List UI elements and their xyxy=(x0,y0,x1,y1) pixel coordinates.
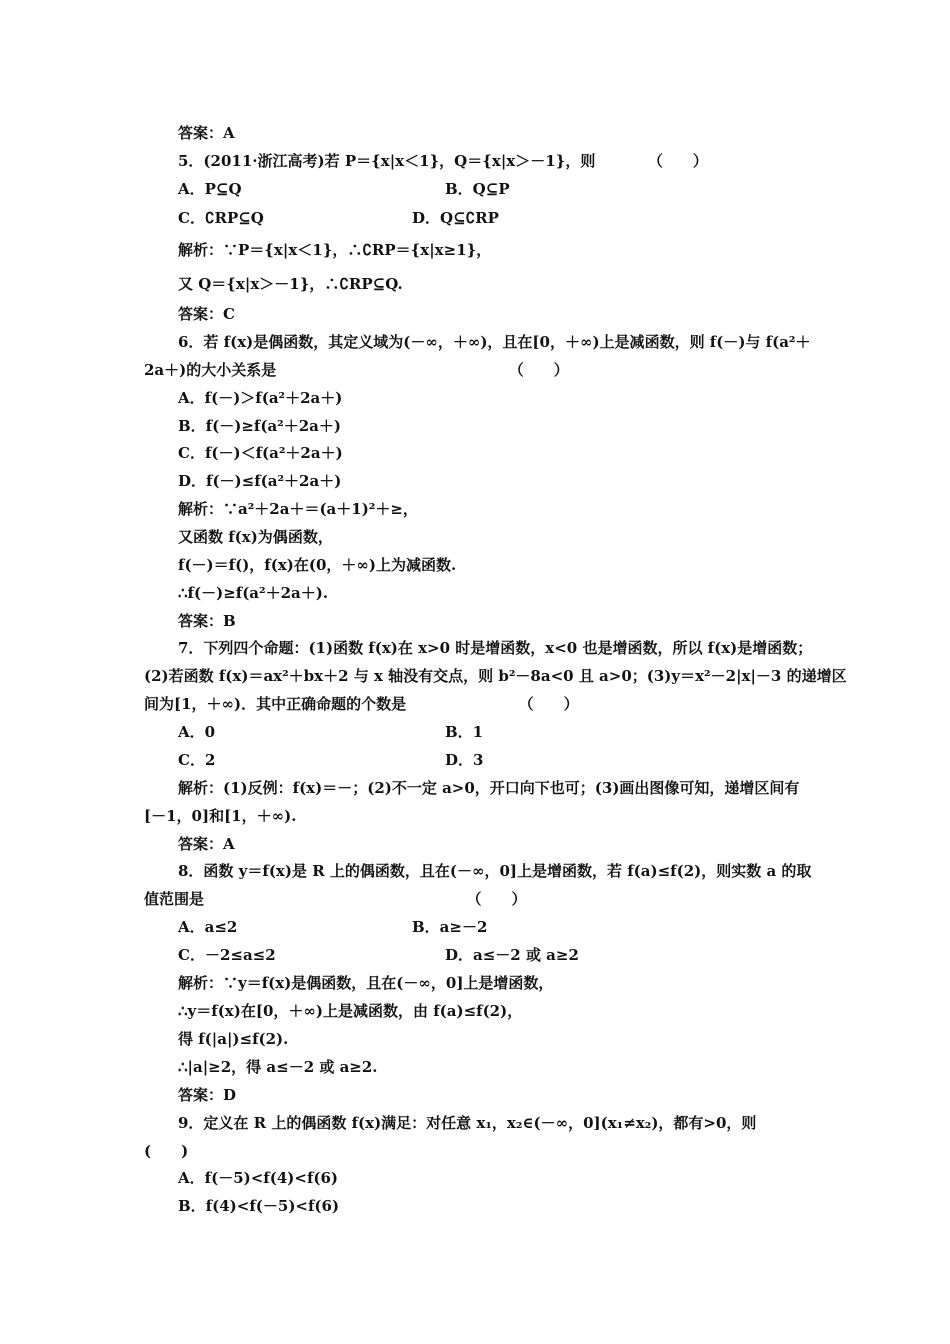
question-9-stem-2: ( ) xyxy=(144,1142,189,1160)
q6-option-d: D．f(－)≤f(a²＋2a＋) xyxy=(178,472,342,490)
q7-option-b: B．1 xyxy=(445,723,484,741)
q8-analysis-3: 得 f(|a|)≤f(2). xyxy=(178,1030,289,1048)
q6-analysis-4: ∴f(－)≥f(a²＋2a＋). xyxy=(178,584,329,602)
q7-option-d: D．3 xyxy=(445,751,484,769)
q8-option-c: C．－2≤a≤2 xyxy=(178,946,276,964)
q8-analysis-4: ∴|a|≥2，得 a≤－2 或 a≥2. xyxy=(178,1058,378,1076)
q9-option-b: B．f(4)<f(－5)<f(6) xyxy=(178,1197,340,1215)
question-5-stem: 5．(2011·浙江高考)若 P＝{x|x＜1}，Q＝{x|x＞－1}，则 （ ） xyxy=(178,152,708,170)
answer-6: 答案：B xyxy=(178,612,236,630)
q8-option-a: A．a≤2 xyxy=(178,918,238,936)
question-9-stem-1: 9．定义在 R 上的偶函数 f(x)满足：对任意 x₁，x₂∈(－∞，0](x₁≠x₂)，都有>0，则 xyxy=(178,1114,757,1132)
q6-option-b: B．f(－)≥f(a²＋2a＋) xyxy=(178,417,341,435)
q6-option-a: A．f(－)＞f(a²＋2a＋) xyxy=(178,389,343,407)
q6-analysis-3: f(－)＝f()，f(x)在(0，＋∞)上为减函数. xyxy=(178,556,457,574)
question-7-stem-1: 7．下列四个命题：(1)函数 f(x)在 x>0 时是增函数，x<0 也是增函数，所以 f(x)是增函数； xyxy=(178,639,813,657)
answer-4: 答案：A xyxy=(178,124,235,142)
q5-analysis-2: 又 Q＝{x|x＞－1}，∴∁RP⊆Q. xyxy=(178,275,403,293)
q8-option-d: D．a≤－2 或 a≥2 xyxy=(445,946,579,964)
answer-7: 答案：A xyxy=(178,835,235,853)
q6-analysis-1: 解析：∵a²＋2a＋＝(a＋1)²＋≥， xyxy=(178,500,418,518)
q7-analysis-1: 解析：(1)反例：f(x)＝－；(2)不一定 a>0，开口向下也可；(3)画出图像可知，递增区间有 xyxy=(178,779,800,797)
q5-option-a: A．P⊆Q xyxy=(178,180,242,198)
q6-option-c: C．f(－)＜f(a²＋2a＋) xyxy=(178,444,343,462)
q8-analysis-1: 解析：∵y＝f(x)是偶函数，且在(－∞，0]上是增函数， xyxy=(178,974,554,992)
q9-option-a: A．f(－5)<f(4)<f(6) xyxy=(178,1169,339,1187)
q5-analysis-1: 解析：∵P＝{x|x＜1}，∴∁RP＝{x|x≥1}， xyxy=(178,241,492,259)
answer-5: 答案：C xyxy=(178,305,235,323)
q5-option-c: C．∁RP⊆Q xyxy=(178,209,264,227)
q5-option-b: B．Q⊆P xyxy=(445,180,510,198)
q7-option-a: A．0 xyxy=(178,723,216,741)
question-7-stem-2: (2)若函数 f(x)＝ax²＋bx＋2 与 x 轴没有交点，则 b²－8a<0 且 a>0；(3)y＝x²－2|x|－3 的递增区 xyxy=(144,667,847,685)
question-6-stem-2: 2a＋)的大小关系是 （ ） xyxy=(144,361,569,379)
q6-analysis-2: 又函数 f(x)为偶函数， xyxy=(178,528,333,546)
question-8-stem-1: 8．函数 y＝f(x)是 R 上的偶函数，且在(－∞，0]上是增函数，若 f(a)≤f(2)，则实数 a 的取 xyxy=(178,862,812,880)
q5-option-d: D．Q⊆∁RP xyxy=(412,209,499,227)
question-6-stem-1: 6．若 f(x)是偶函数，其定义域为(－∞，＋∞)，且在[0，＋∞)上是减函数，则 f(－)与 f(a²＋ xyxy=(178,333,811,351)
q7-analysis-2: [－1，0]和[1，＋∞). xyxy=(144,807,297,825)
question-7-stem-3: 间为[1，＋∞)．其中正确命题的个数是 （ ） xyxy=(144,695,579,713)
q8-option-b: B．a≥－2 xyxy=(412,918,488,936)
answer-8: 答案：D xyxy=(178,1086,237,1104)
question-8-stem-2: 值范围是 （ ） xyxy=(144,890,527,908)
q8-analysis-2: ∴y＝f(x)在[0，＋∞)上是减函数，由 f(a)≤f(2)， xyxy=(178,1002,523,1020)
q7-option-c: C．2 xyxy=(178,751,216,769)
